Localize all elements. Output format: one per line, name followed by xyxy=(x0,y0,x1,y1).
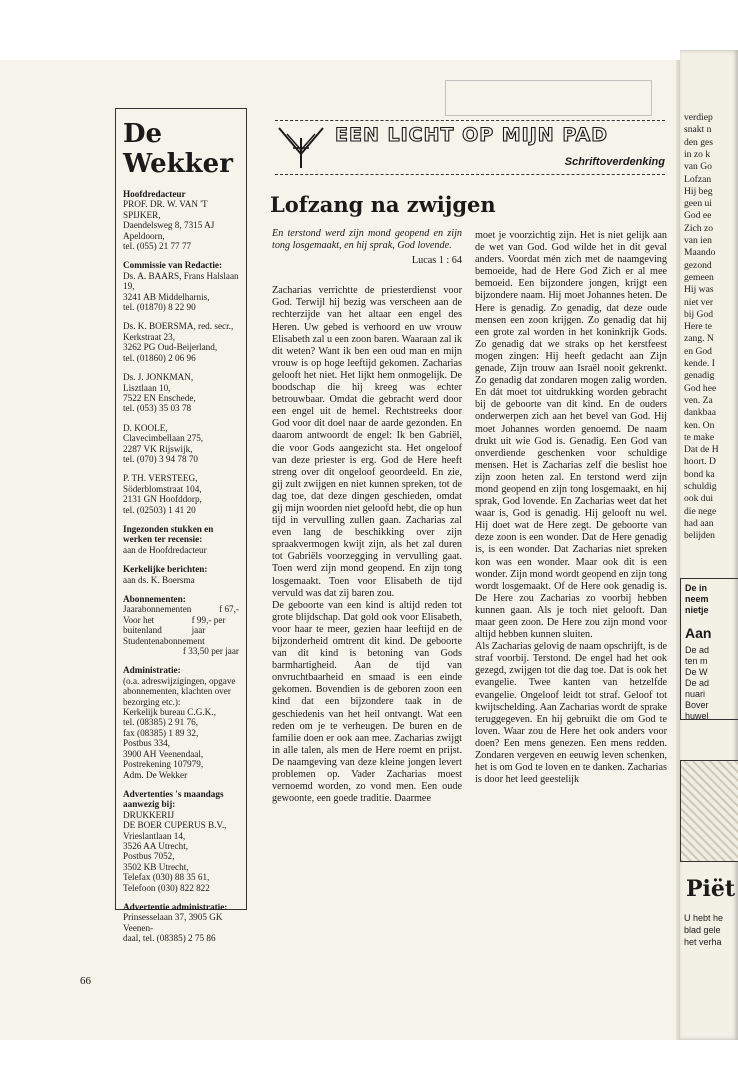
right-text-line: kende. I xyxy=(684,358,715,369)
right-text-line: ken. On xyxy=(684,419,715,431)
dashed-rule xyxy=(275,174,665,175)
address-line: bezorging etc.): xyxy=(123,696,181,707)
notice-line: De ad xyxy=(685,645,710,655)
right-text-line: had aan xyxy=(684,517,714,529)
right-text-line: van ien xyxy=(684,235,712,246)
article-paragraph: Als Zacharias gelovig de naam opschrijft, is de straf voorbij. Terstond. De engel had het ook gezegd, zwijgen tot die dag toe. Dat is ook het evangelie. Twee kanten van hetzelfde evangelie. Ongeloof leidt tot straf. Geloof tot kwijtschelding. Aan Zacharias wordt de sprake teruggegeven. En hij gebruikt die om God te loven. Waar zou de Here het ook anders voor doen? Een mens genezen. Een mens redden. Zondaren vergeven en eeuwig leven schenken, het is om God te loven en te danken. Zacharias is door het leed geestelijk xyxy=(475,641,667,786)
right-text-line: Dat de H xyxy=(684,444,719,456)
right-text-line: belijden xyxy=(684,530,715,542)
address-line: Kerkelijk bureau C.G.K., xyxy=(123,707,216,718)
advertenties-block xyxy=(123,789,239,893)
address-line: Prinsesselaan 37, 3905 GK Veenen- xyxy=(123,912,223,933)
notice-line: neem xyxy=(685,594,709,604)
right-text-line: Hij was xyxy=(684,284,714,296)
address-line: tel. (070) 3 94 78 70 xyxy=(123,453,199,464)
price-value: f 99,- per jaar xyxy=(191,614,226,636)
notice-line: ten m xyxy=(685,656,708,666)
notice-line: Bover xyxy=(685,700,709,710)
price-label: Voor het buitenland xyxy=(123,614,162,636)
address-line: tel. (01870) 8 22 90 xyxy=(123,302,196,313)
advertenties-label: Advertenties 's maandags aanwezig bij: xyxy=(123,788,224,810)
column-banner xyxy=(275,110,665,174)
ingezonden-text: aan de Hoofdredacteur xyxy=(123,544,207,555)
member-block xyxy=(123,473,239,515)
address-line: 2287 VK Rijswijk, xyxy=(123,443,193,454)
price-row xyxy=(123,636,239,646)
right-text-line: ook dui xyxy=(684,493,714,505)
price-row xyxy=(123,615,239,636)
notice-body xyxy=(685,645,709,722)
article-paragraph: moet je voorzichtig zijn. Het is niet gelijk aan de wet van God. God wilde het in dit geval anders. Voordat mén zich met de naamgeving bemoeide, had de Here God Zich er al mee bemoeid. Een bijzondere jongen, krijgt een bijzondere naam. Hij moet Johannes heten. De Here is genadig. Zo genadig, dat deze oude mensen een zoon krijgen. Zo genadig dat hij een grote zal worden in het koninkrijk Gods. Zo genadig dat we straks op het kerstfeest mogen zingen: Hij heeft gedacht aan Zijn genade, Zijn trouw aan Israël nooit gekrenkt. Zo genadig dat zondaren mogen zalig worden. En dát moet tot uitdrukking worden gebracht bij de geboorte van dit kind. En de ouders onderwerpen zich aan het bevel van God. Hij moet Johannes worden genoemd. De naam drukt uit wie God is. Genadig. Een God van onverdiende geschenken voor schuldige mensen. Het is Zacharias zelf die beslist hoe zijn zoon heten zal. En terstond werd zijn mond geopend en zijn tong losgemaakt, en hij sprak, God lovende. En Zacharias weet dat het waar is, God is genadig. Hij gelooft nu wel. Hij doet wat de Here zegt. De geboorte van deze zoon is een wonder. Dat de Here genadig is, is een wonder. Dat Zacharias niet spreken kon was een wonder. Maar ook dit is een wonder. Zijn mond wordt geopend en zijn tong wordt losgemaakt. Of de Here ook genadig is. De Here zou Zacharias zo voorbij hebben kunnen gaan. Als je toch niet gelooft. Dan maar geen zoon. De Here zou zijn mond voor altijd hebben kunnen sluiten. xyxy=(475,230,667,641)
notice-box xyxy=(680,578,738,720)
scripture-quote: En terstond werd zijn mond geopend en zijn tong losgemaakt, en hij sprak, God lovende. xyxy=(272,228,462,252)
price-row xyxy=(123,646,239,656)
right-foot-text xyxy=(684,912,723,948)
right-text-line: te make xyxy=(684,431,715,443)
right-text-line: zang. N xyxy=(684,333,714,345)
administratie-block xyxy=(123,665,239,779)
dashed-rule xyxy=(275,120,665,121)
address-line: Vrieslantlaan 14, xyxy=(123,830,186,841)
address-line: Clavecimbellaan 275, xyxy=(123,433,204,444)
address-line: PROF. DR. W. VAN 'T SPIJKER, xyxy=(123,199,208,220)
right-text-line: snakt n xyxy=(684,124,712,136)
right-page xyxy=(680,50,738,1040)
administratie-label: Administratie: xyxy=(123,665,181,676)
right-text-line: hoort. D xyxy=(684,456,716,468)
right-text-line: bij God xyxy=(684,308,714,320)
lamp-hand-icon xyxy=(275,124,327,170)
right-text-line: gezond xyxy=(684,259,712,271)
price-value: f 33,50 per jaar xyxy=(182,646,239,657)
right-text-line: in zo k xyxy=(684,148,711,160)
right-text-line: en God xyxy=(684,345,712,357)
foot-line: blad gele xyxy=(684,925,721,935)
address-line: Postrekening 107979, xyxy=(123,759,204,770)
commissie-label: Commissie van Redactie: xyxy=(123,260,223,271)
article-paragraph: De geboorte van een kind is altijd reden tot grote blijdschap. Dat gold ook voor Elisabeth, voor haar te meer, gezien haar leeftijd en de bijzonderheid omtrent dit kind. De geboorte van dit kind is betoning van Gods barmhartigheid. Aan de tijd van onvruchtbaarheid en smaad is een einde gekomen. Bovendien is de geboren zoon een kind dat een bijzondere taak in de geschiedenis van het heil ontvangt. Wat een reden om je te verheugen. De buren en de familie doen er ook aan mee. Zacharias zwijgt in alle talen, als men de Here roemt en prijst. De naamgeving van deze kleine jongen levert problemen op. Vader Zacharias moest vernoemd worden, zo vond men. Een oude gewoonte, een goede traditie. Daarmee xyxy=(272,599,462,805)
foot-line: het verha xyxy=(684,937,722,947)
advertentie-adm-block xyxy=(123,902,239,944)
notice-line: huwel xyxy=(685,711,709,721)
price-label: Jaarabonnementen xyxy=(123,604,192,615)
member-block xyxy=(123,321,239,363)
address-line: 7522 EN Enschede, xyxy=(123,392,196,403)
address-line: Lisztlaan 10, xyxy=(123,382,171,393)
notice-line: nietje xyxy=(685,605,709,615)
right-text-line: dankbaa xyxy=(684,407,716,419)
notice-intro xyxy=(685,583,709,616)
address-line: Postbus 7052, xyxy=(123,851,175,862)
member-block xyxy=(123,423,239,465)
address-line: Söderblomstraat 104, xyxy=(123,483,202,494)
address-line: daal, tel. (08385) 2 75 86 xyxy=(123,933,216,944)
hoofdredacteur-block xyxy=(123,189,239,251)
address-line: Ds. K. BOERSMA, red. secr., xyxy=(123,321,234,332)
address-line: DE BOER CUPERUS B.V., xyxy=(123,820,227,831)
commissie-block xyxy=(123,260,239,312)
address-line: tel. (08385) 2 91 76, xyxy=(123,717,199,728)
scripture-reference: Lucas 1 : 64 xyxy=(411,255,462,267)
abonnementen-block xyxy=(123,594,239,656)
right-text-line: genadig xyxy=(684,370,715,382)
right-text-line: schuldig xyxy=(684,481,717,492)
banner-heading: EEN LICHT OP MIJN PAD xyxy=(335,124,608,146)
ingezonden-block xyxy=(123,524,239,555)
right-text-line: God hee xyxy=(684,382,717,394)
address-line: Ds. A. BAARS, Frans Halslaan 19, xyxy=(123,270,239,292)
right-text-line: Maando xyxy=(684,247,716,259)
member-block xyxy=(123,372,239,414)
right-text-line: die nege xyxy=(684,505,717,517)
right-text-line: Lofzan xyxy=(684,173,712,185)
right-text-line: Here te xyxy=(684,321,712,333)
kerkelijke-block xyxy=(123,564,239,585)
right-text-line: gemeen xyxy=(684,271,714,283)
notice-title: Aan xyxy=(685,625,712,641)
right-heading: Piët xyxy=(686,876,736,902)
address-line: 3502 KB Utrecht, xyxy=(123,861,189,872)
address-line: P. TH. VERSTEEG, xyxy=(123,473,198,484)
notice-line: De in xyxy=(685,583,708,593)
address-line: 2131 GN Hoofddorp, xyxy=(123,494,202,505)
address-line: tel. (01860) 2 06 96 xyxy=(123,352,196,363)
right-text-line: bond ka xyxy=(684,468,715,480)
article-title: Lofzang na zwijgen xyxy=(270,192,496,217)
address-line: Telefoon (030) 822 822 xyxy=(123,882,210,893)
masthead-box xyxy=(115,108,247,944)
foot-line: U hebt he xyxy=(684,913,724,923)
address-line: tel. (055) 21 77 77 xyxy=(123,241,192,252)
article-column-1 xyxy=(272,228,462,805)
address-line: Kerkstraat 23, xyxy=(123,331,176,342)
address-line: tel. (02503) 1 41 20 xyxy=(123,504,196,515)
right-text-line: verdiep xyxy=(684,112,713,123)
address-line: abonnementen, klachten over xyxy=(123,686,231,697)
address-line: tel. (053) 35 03 78 xyxy=(123,403,192,414)
address-line: D. KOOLE, xyxy=(123,422,168,433)
abonnementen-label: Abonnementen: xyxy=(123,594,186,604)
right-text-line: Hij beg xyxy=(684,185,713,197)
address-line: Daendelsweg 8, 7315 AJ Apeldoorn, xyxy=(123,220,215,241)
right-text-line: Zich zo xyxy=(684,222,714,234)
address-line: fax (08385) 1 89 32, xyxy=(123,727,199,738)
article-column-2 xyxy=(475,230,667,786)
kerkelijke-text: aan ds. K. Boersma xyxy=(123,574,195,585)
page-number: 66 xyxy=(80,975,91,987)
right-text-line: den ges xyxy=(684,136,714,148)
price-label: Studentenabonnement xyxy=(123,635,205,646)
notice-line: nuari xyxy=(685,689,706,699)
address-line: 3900 AH Veenendaal, xyxy=(123,748,204,759)
address-line: 3526 AA Utrecht, xyxy=(123,840,189,851)
right-text-line: van Go xyxy=(684,161,712,173)
magazine-title: De Wekker xyxy=(123,119,233,179)
photo-illustration xyxy=(680,760,738,862)
ingezonden-label: Ingezonden stukken en werken ter recensie: xyxy=(123,523,214,545)
article-paragraph: Zacharias verrichtte de priesterdienst voor God. Terwijl hij bezig was verscheen aan de rechterzijde van het altaar een engel des Heren. Uw gebed is verhoord en uw vrouw Elisabeth zal u een zoon baren. Waaraan zal ik dit weten? Want ik ben een oud man en mijn vrouw is op hoge leeftijd gekomen. Zacharias gelooft het niet. Het lijkt hem onmogelijk. De boodschap die hij kreeg was echter betrouwbaar. Omdat die gebracht werd door een engel uit de hemel. Rechtstreeks door God voor dit doel naar de aarde gezonden. En daarom antwoordt de engel: Ik ben Gabriël, die voor Gods aangezicht sta. Het ongeloof van deze priester is erg. God de Here heeft streng over dit ongeloof geoordeeld. En zie, gij zult zwijgen en niet kunnen spreken, tot de dag toe, dat deze dingen geschieden, omdat gij mijn woorden niet geloofd hebt, die op hun tijd in vervulling zullen gaan. Zacharias zal even lang de beschikking over zijn spraakvermogen kwijt zijn, als het zal duren tot Gabriëls voorzegging in vervulling gaat. Toen werd zijn mond geopend. En zijn tong losgemaakt. Toen voor Elisabeth de tijd vervuld was dat zij baren zou. xyxy=(272,285,462,599)
right-text-line: geen ui xyxy=(684,198,712,210)
address-line: (o.a. adreswijzigingen, opgave xyxy=(123,675,236,686)
price-row xyxy=(123,604,239,614)
notice-line: De W xyxy=(685,667,708,677)
hoofdredacteur-label: Hoofdredacteur xyxy=(123,189,186,199)
address-line: Adm. De Wekker xyxy=(123,769,188,780)
banner-subheading: Schriftoverdenking xyxy=(564,156,665,168)
address-line: DRUKKERIJ xyxy=(123,809,175,820)
right-text-line: God ee xyxy=(684,210,712,222)
address-line: Ds. J. JONKMAN, xyxy=(123,372,194,383)
kerkelijke-label: Kerkelijke berichten: xyxy=(123,564,208,575)
right-text-line: niet ver xyxy=(684,296,714,308)
right-text-line: ven. Za xyxy=(684,394,713,406)
address-line: 3262 PG Oud-Beijerland, xyxy=(123,342,218,353)
address-line: Telefax (030) 88 35 61, xyxy=(123,872,210,883)
price-value: f 67,- xyxy=(219,604,239,615)
address-line: 3241 AB Middelharnis, xyxy=(123,291,210,302)
notice-line: De ad xyxy=(685,678,710,688)
address-line: Postbus 334, xyxy=(123,738,170,749)
advertentie-adm-label: Advertentie administratie: xyxy=(123,901,228,912)
